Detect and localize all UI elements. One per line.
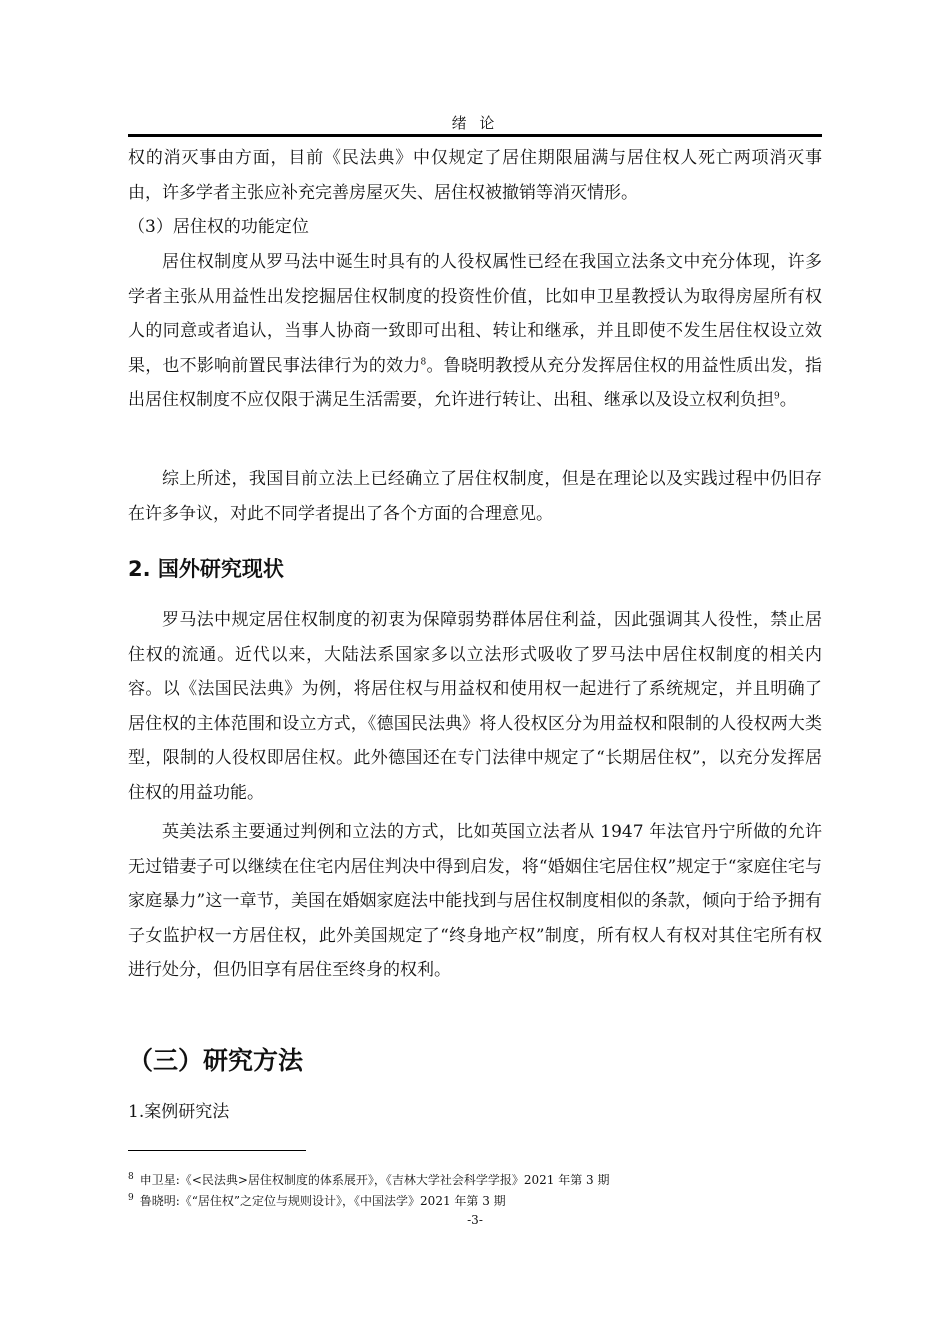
footnote-ref-9[interactable]: 9 — [774, 391, 780, 402]
footnote-separator — [128, 1150, 306, 1151]
running-header: 绪 论 — [451, 114, 499, 132]
page-number: -3- — [467, 1213, 483, 1227]
footnote-text: 申卫星:《<民法典>居住权制度的体系展开》，《吉林大学社会科学学报》2021 年第 3 期 — [139, 1173, 610, 1187]
paragraph-civil-law: 罗马法中规定居住权制度的初衷为保障弱势群体居住利益，因此强调其人役性，禁止居住权的流通。近代以来，大陆法系国家多以立法形式吸收了罗马法中居住权制度的相关内容。以《法国民法典》为例，将居住权与用益权和使用权一起进行了系统规定，并且明确了居住权的主体范围和设立方式，《德国民法典》将人役权区分为用益权和限制的人役权两大类型，限制的人役权即居住权。此外德国还在专门法律中规定了“长期居住权”，以充分发挥居住权的用益功能。 — [128, 610, 822, 803]
paragraph-summary: 综上所述，我国目前立法上已经确立了居住权制度，但是在理论以及实践过程中仍旧存在许多争议，对此不同学者提出了各个方面的合理意见。 — [128, 469, 822, 524]
paragraph-text-part: 。 — [779, 390, 797, 410]
footnote-mark: 9 — [128, 1193, 134, 1203]
footnote-mark: 8 — [128, 1172, 134, 1182]
part-heading-research-methods: （三）研究方法 — [128, 1046, 304, 1075]
paragraph-continuation: 权的消灭事由方面，目前《民法典》中仅规定了居住期限届满与居住权人死亡两项消灭事由，许多学者主张应补充完善房屋灭失、居住权被撤销等消灭情形。 — [128, 148, 822, 203]
subheading-function-position: （3）居住权的功能定位 — [128, 217, 309, 237]
footnote-9 — [128, 1190, 506, 1209]
footnote-8 — [128, 1169, 610, 1188]
header-rule — [128, 134, 822, 137]
footnote-text: 鲁晓明:《“居住权”之定位与规则设计》，《中国法学》2021 年第 3 期 — [139, 1194, 506, 1208]
paragraph-common-law: 英美法系主要通过判例和立法的方式，比如英国立法者从 1947 年法官丹宁所做的允许无过错妻子可以继续在住宅内居住判决中得到启发，将“婚姻住宅居住权”规定于“家庭住宅与家庭暴力”这一章节，美国在婚姻家庭法中能找到与居住权制度相似的条款，倾向于给予拥有子女监护权一方居住权，此外美国规定了“终身地产权”制度，所有权人有权对其住宅所有权进行处分，但仍旧享有居住至终身的权利。 — [128, 822, 822, 980]
paragraph-function-position — [128, 245, 822, 418]
section-heading-foreign-research: 2. 国外研究现状 — [128, 557, 284, 581]
method-case-study: 1.案例研究法 — [128, 1102, 230, 1122]
paragraph-text-part: 。鲁晓明教授从充分发挥居住权的用益性质出发，指出居住权制度不应仅限于满足生活需要，允许进行转让、出租、继承以及设立权利负担 — [128, 355, 823, 410]
footnote-ref-8[interactable]: 8 — [420, 356, 427, 367]
paragraph-text-part: 居住权制度从罗马法中诞生时具有的人役权属性已经在我国立法条文中充分体现，许多学者主张从用益性出发挖掘居住权制度的投资性价值，比如申卫星教授认为取得房屋所有权人的同意或者追认，当事人协商一致即可出租、转让和继承，并且即使不发生居住权设立效果，也不影响前置民事法律行为的效力 — [128, 252, 822, 376]
